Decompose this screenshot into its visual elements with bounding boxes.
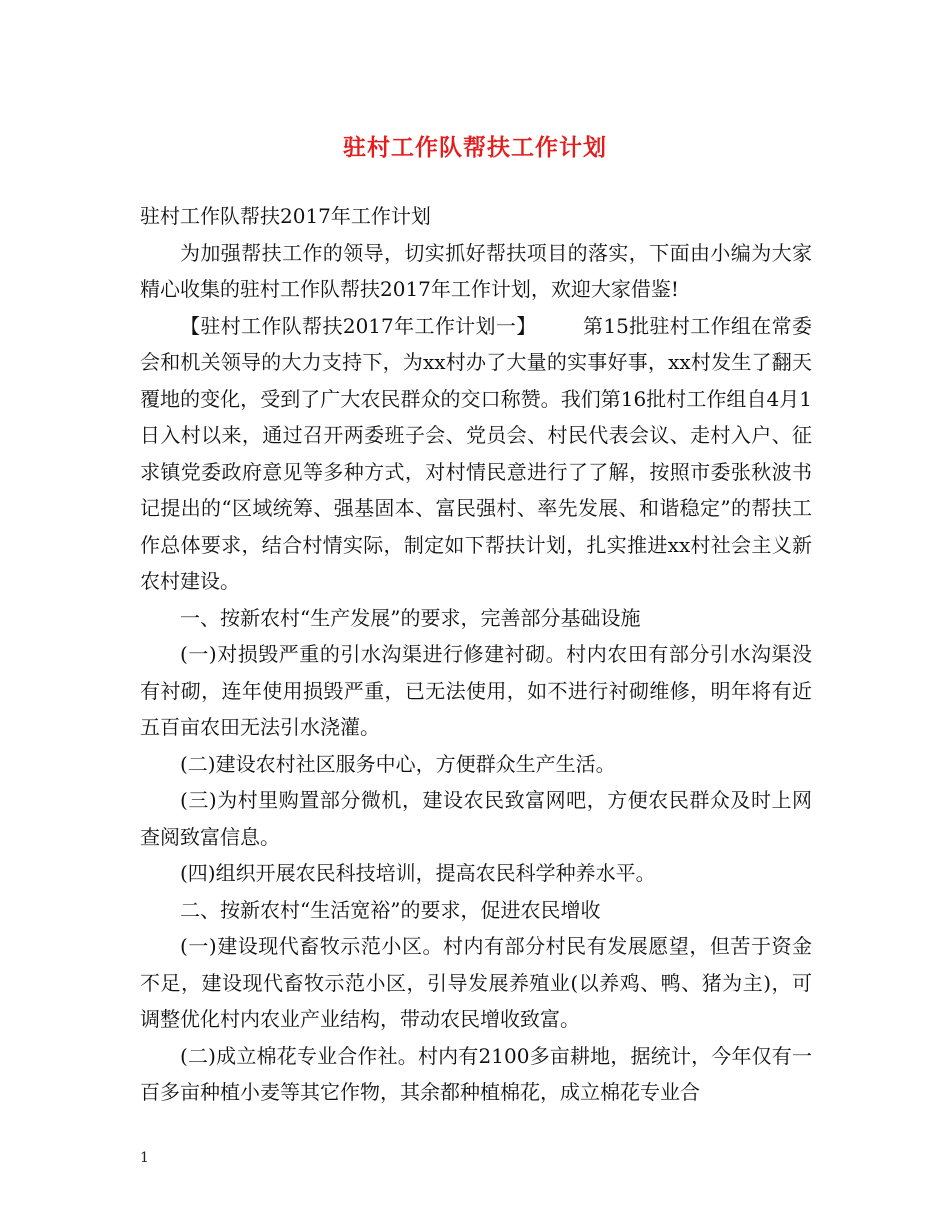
heading-production-development: 一、按新农村“生产发展”的要求，完善部分基础设施 xyxy=(180,605,641,630)
heading-prosperous-life: 二、按新农村“生活宽裕”的要求，促进农民增收 xyxy=(180,897,601,922)
intro-paragraph: 为加强帮扶工作的领导，切实抓好帮扶项目的落实，下面由小编为大家精心收集的驻村工作队帮扶2017年工作计划，欢迎大家借鉴! xyxy=(140,240,812,301)
paragraph-cotton-cooperative: (二)成立棉花专业合作社。村内有2100多亩耕地，据统计，今年仅有一百多亩种植小麦等其它作物，其余都种植棉花，成立棉花专业合 xyxy=(140,1043,812,1104)
paragraph-canal-repair: (一)对损毁严重的引水沟渠进行修建衬砌。村内农田有部分引水沟渠没有衬砌，连年使用损毁严重，已无法使用，如不进行衬砌维修，明年将有近五百亩农田无法引水浇灌。 xyxy=(140,642,812,739)
page-number: 1 xyxy=(140,1150,149,1166)
paragraph-computers: (三)为村里购置部分微机，建设农民致富网吧，方便农民群众及时上网查阅致富信息。 xyxy=(140,788,812,849)
section-paragraph xyxy=(140,308,812,600)
document-title: 驻村工作队帮扶工作计划 xyxy=(343,134,607,161)
document-subtitle: 驻村工作队帮扶2017年工作计划 xyxy=(140,204,431,228)
section-text: 第15批驻村工作组在常委会和机关领导的大力支持下，为xx村办了大量的实事好事，xx村发生了翻天覆地的变化，受到了广大农民群众的交口称赞。我们第16批村工作组自4月1日入村以来，通过召开两委班子会、党员会、村民代表会议、走村入户、征求镇党委政府意见等多种方式，对村情民意进行了了解，按照市委张秋波书记提出的“区域统筹、强基固本、富民强村、率先发展、和谐稳定”的帮扶工作总体要求，结合村情实际，制定如下帮扶计划，扎实推进xx村社会主义新农村建设。 xyxy=(140,313,813,593)
document-body xyxy=(140,198,812,1111)
section-heading: 【驻村工作队帮扶2017年工作计划一】 xyxy=(180,313,537,338)
paragraph-service-center: (二)建设农村社区服务中心，方便群众生产生活。 xyxy=(180,751,616,776)
paragraph-livestock: (一)建设现代畜牧示范小区。村内有部分村民有发展愿望，但苦于资金不足，建设现代畜牧示范小区，引导发展养殖业(以养鸡、鸭、猪为主)，可调整优化村内农业产业结构，带动农民增收致富。 xyxy=(140,934,812,1031)
paragraph-training: (四)组织开展农民科技培训，提高农民科学种养水平。 xyxy=(180,861,656,885)
